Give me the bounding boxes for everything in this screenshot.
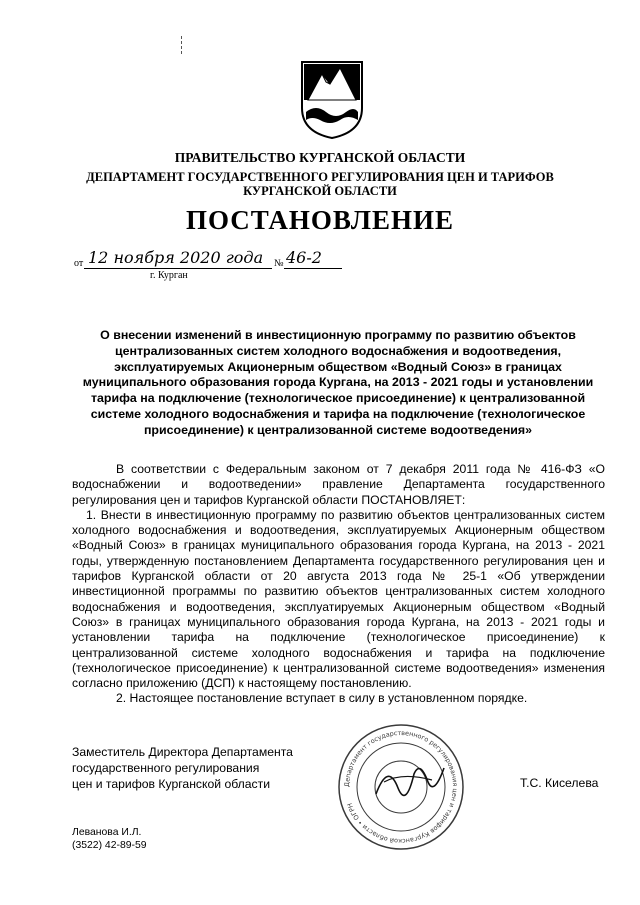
- handwritten-number: 46-2: [286, 248, 322, 267]
- department-name-line1: ДЕПАРТАМЕНТ ГОСУДАРСТВЕННОГО РЕГУЛИРОВАНИЯ ЦЕН И ТАРИФОВ: [86, 170, 554, 184]
- coat-of-arms-emblem: [300, 60, 364, 140]
- government-name: ПРАВИТЕЛЬСТВО КУРГАНСКОЙ ОБЛАСТИ: [174, 150, 466, 165]
- executor-name: Леванова И.Л.: [72, 827, 142, 838]
- signatory-position-line2: государственного регулирования: [72, 761, 260, 775]
- preamble-paragraph: В соответствии с Федеральным законом от 7 декабря 2011 года № 416-ФЗ «О водоснабжении и водоотведении» правление Департамента государственного регулирования цен и тарифов Курганской области ПОСТАНОВЛЯЕТ:: [72, 462, 605, 507]
- date-number-line: [74, 250, 374, 272]
- signatory-position-line1: Заместитель Директора Департамента: [72, 745, 293, 759]
- item-2-paragraph: 2. Настоящее постановление вступает в силу в установленном порядке.: [116, 691, 528, 706]
- scan-artifact: [181, 36, 183, 54]
- document-subject: О внесении изменений в инвестиционную программу по развитию объектов централизованных систем холодного водоснабжения и водоотведения, эксплуатируемых Акционерным обществом «Водный Союз» в границах муниципального образования города Кургана, на 2013 - 2021 годы и установлении тарифа на подключение (технологическое присоединение) к централизованной системе холодного водоснабжения и тарифа на подключение (технологическое присоединение) к централизованной системе водоотведения»: [82, 328, 594, 437]
- executor-phone: (3522) 42-89-59: [72, 840, 147, 851]
- handwritten-signature: [376, 768, 444, 795]
- seal-ring-text: Департамент государственного регулирования цен и тарифов Курганской области • ОГРН: [342, 728, 460, 846]
- handwritten-date: 12 ноября 2020 года: [88, 248, 264, 267]
- executor-info: [72, 826, 147, 852]
- signatory-position: [72, 744, 293, 792]
- from-label: от: [74, 258, 84, 269]
- signatory-position-line3: цен и тарифов Курганской области: [72, 777, 271, 791]
- department-name-line2: КУРГАНСКОЙ ОБЛАСТИ: [243, 184, 397, 198]
- signatory-name: Т.С. Киселева: [520, 776, 599, 790]
- number-underline: [284, 268, 342, 269]
- department-name: [0, 170, 640, 198]
- date-underline: [84, 268, 272, 269]
- item-1-paragraph: 1. Внести в инвестиционную программу по развитию объектов централизованных систем холодного водоснабжения и водоотведения, эксплуатируемых Акционерным обществом «Водный Союз» в границах муниципального образования города Кургана, на 2013 - 2021 годы, утвержденную постановлением Департамента государственного регулирования цен и тарифов Курганской области от 20 августа 2013 года № 25-1 «Об утверждении инвестиционной программы по развитию объектов централизованных систем холодного водоснабжения и водоотведения, эксплуатируемых Акционерным обществом «Водный Союз» в границах муниципального образования города Кургана, на 2013 - 2021 годы и установлении тарифа на подключение (технологическое присоединение) к централизованной системе холодного водоснабжения и тарифа на подключение (технологическое присоединение) к централизованной системе водоотведения» изменения согласно приложению (ДСП) к настоящему постановлению.: [72, 507, 605, 691]
- official-seal-stamp: [336, 722, 466, 852]
- document-type-title: ПОСТАНОВЛЕНИЕ: [185, 205, 455, 235]
- number-label: №: [274, 258, 284, 269]
- svg-text:Департамент государственного р: [343, 729, 459, 845]
- document-body: [72, 462, 605, 707]
- city-label: г. Курган: [150, 270, 188, 281]
